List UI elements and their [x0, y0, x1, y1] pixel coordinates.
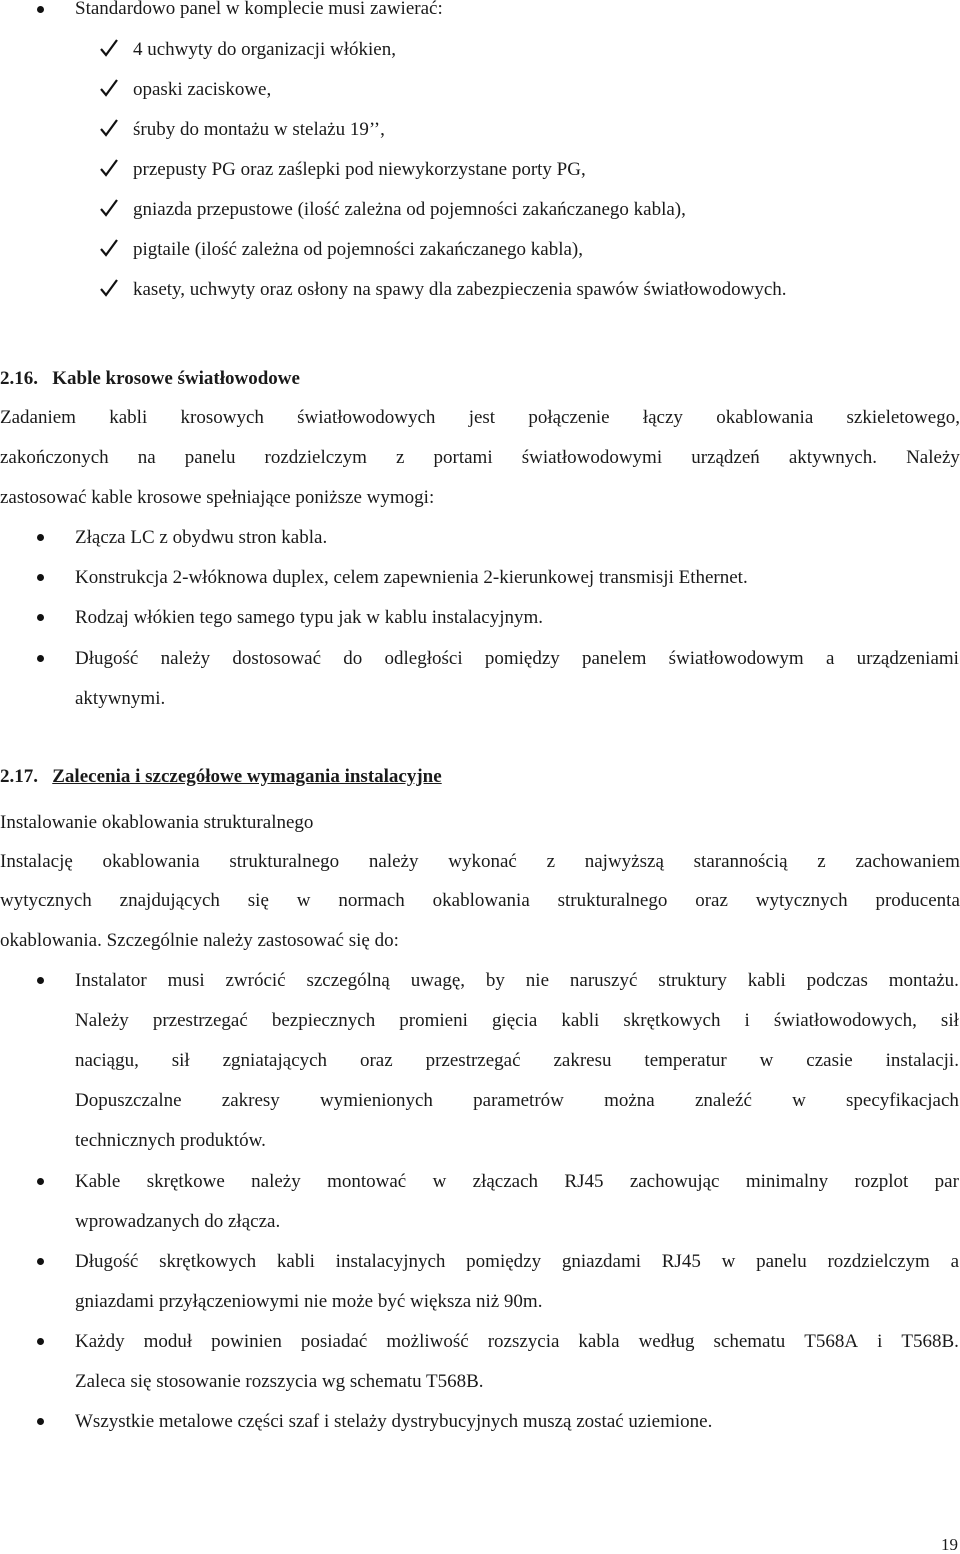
word: oraz [695, 890, 728, 911]
word: należy [251, 1171, 301, 1192]
word: zachowaniem [855, 851, 960, 872]
checkmark-icon [98, 77, 120, 99]
page-number: 19 [941, 1535, 958, 1554]
word: zakresu [553, 1050, 612, 1071]
bullet-dot [37, 1178, 44, 1185]
word: minimalny [745, 1171, 829, 1192]
word: uwagę, [410, 970, 466, 991]
word: starannością [693, 851, 788, 872]
checkmark-icon [98, 117, 120, 139]
word: można [604, 1090, 655, 1111]
word: panelem [582, 648, 647, 669]
word: panelu [756, 1251, 807, 1272]
bullet-line [75, 1251, 959, 1273]
word: możliwość [386, 1331, 469, 1352]
bullet-line [75, 648, 959, 670]
bullet-dot [37, 6, 44, 13]
bullet-text [75, 1010, 959, 1032]
word: z [817, 851, 826, 872]
word: aktywnych. [788, 447, 877, 468]
section-number: 2.16. [0, 368, 38, 389]
word: sił [940, 1010, 959, 1031]
word: światłowodowych, [773, 1010, 917, 1031]
word: przestrzegać [152, 1010, 248, 1031]
word: kabla [578, 1331, 620, 1352]
checklist-item: śruby do montażu w stelażu 19’’, [133, 119, 385, 140]
section-heading [0, 766, 442, 788]
word: się [247, 890, 269, 911]
paragraph-line [0, 407, 960, 429]
checklist-item: opaski zaciskowe, [133, 79, 272, 100]
word: z [395, 447, 405, 468]
checkmark-icon [98, 277, 120, 299]
word: należy [160, 648, 211, 669]
word: Zadaniem [0, 407, 76, 428]
word: dostosować [232, 648, 322, 669]
word: gniazdami [561, 1251, 641, 1272]
word: wytycznych [755, 890, 848, 911]
word: w [721, 1251, 736, 1272]
word: RJ45 [564, 1171, 604, 1192]
word: należy [368, 851, 419, 872]
word: znajdujących [119, 890, 220, 911]
bullet-line [75, 1010, 959, 1032]
bullet-line [75, 1090, 959, 1112]
checklist-item: pigtaile (ilość zależna od pojemności zakańczanego kabla), [133, 239, 583, 260]
bullet-text: aktywnymi. [75, 688, 166, 709]
word: musi [167, 970, 205, 991]
word: promieni [399, 1010, 468, 1031]
bullet-text [75, 648, 959, 670]
word: zachowując [629, 1171, 720, 1192]
word: przestrzegać [425, 1050, 521, 1071]
word: czasie [806, 1050, 853, 1071]
word: skrętkowych [623, 1010, 721, 1031]
bullet-dot [37, 977, 44, 984]
bullet-line [75, 1050, 959, 1072]
word: naruszyć [569, 970, 638, 991]
word: instalacji. [885, 1050, 959, 1071]
word: urządzeń [691, 447, 760, 468]
paragraph-line [0, 851, 960, 873]
word: Dopuszczalne [75, 1090, 182, 1111]
word: strukturalnego [557, 890, 668, 911]
word: okablowania [716, 407, 814, 428]
word: Należy [906, 447, 960, 468]
word: Instalator [75, 970, 147, 991]
bullet-text [75, 1050, 959, 1072]
word: urządzeniami [856, 648, 959, 669]
checkmark-icon [98, 197, 120, 219]
bullet-text [75, 1251, 959, 1273]
bullet-dot [37, 614, 44, 621]
word: szczególną [306, 970, 390, 991]
word: normach [338, 890, 405, 911]
word: temperatur [644, 1050, 727, 1071]
word: kabli [109, 407, 148, 428]
word: schematu [713, 1331, 786, 1352]
bullet-line [75, 970, 959, 992]
word: portami [433, 447, 493, 468]
section-number: 2.17. [0, 766, 38, 787]
checklist-item: 4 uchwyty do organizacji włókien, [133, 39, 396, 60]
word: producenta [875, 890, 960, 911]
word: skrętkowych [159, 1251, 257, 1272]
word: rozdzielczym [264, 447, 367, 468]
word: podczas [806, 970, 868, 991]
word: szkieletowego, [846, 407, 960, 428]
bullet-dot [37, 1418, 44, 1425]
word: instalacyjnych [335, 1251, 446, 1272]
word: w [792, 1090, 806, 1111]
word: nie [525, 970, 550, 991]
word: odległości [384, 648, 463, 669]
word: połączenie [528, 407, 610, 428]
word: rozplot [854, 1171, 909, 1192]
word: z [546, 851, 555, 872]
checklist-item: gniazda przepustowe (ilość zależna od pojemności zakańczanego kabla), [133, 199, 686, 220]
word: wymienionych [320, 1090, 433, 1111]
paragraph-line-text: zastosować kable krosowe spełniające poniższe wymogi: [0, 487, 435, 508]
word: Długość [75, 1251, 139, 1272]
section-title: Kable krosowe światłowodowe [52, 368, 300, 389]
bullet-line [75, 1171, 959, 1193]
bullet-text: Złącza LC z obydwu stron kabla. [75, 527, 328, 548]
word: strukturalnego [229, 851, 340, 872]
paragraph-line-text [0, 851, 960, 873]
word: T568B. [901, 1331, 959, 1352]
checklist-item: przepusty PG oraz zaślepki pod niewykorzystane porty PG, [133, 159, 586, 180]
bullet-dot [37, 1258, 44, 1265]
word: rozdzielczym [827, 1251, 930, 1272]
word: a [825, 648, 835, 669]
word: sił [171, 1050, 190, 1071]
word: do [343, 648, 363, 669]
bullet-dot [37, 1338, 44, 1345]
section-heading [0, 368, 300, 390]
word: i [744, 1010, 750, 1031]
word: T568A [804, 1331, 859, 1352]
bullet-text: Rodzaj włókien tego samego typu jak w kablu instalacyjnym. [75, 607, 544, 628]
word: specyfikacjach [846, 1090, 959, 1111]
word: krosowych [180, 407, 264, 428]
word: posiadać [300, 1331, 368, 1352]
word: pomiędzy [484, 648, 560, 669]
word: struktury [658, 970, 727, 991]
word: kabli [561, 1010, 600, 1031]
word: kabli [276, 1251, 315, 1272]
word: jest [468, 407, 496, 428]
paragraph-line-text [0, 447, 960, 469]
word: zakresy [221, 1090, 280, 1111]
paragraph-line [0, 890, 960, 912]
checkmark-icon [98, 37, 120, 59]
bullet-dot [37, 574, 44, 581]
word: pomiędzy [466, 1251, 542, 1272]
word: na [137, 447, 156, 468]
word: skrętkowe [146, 1171, 225, 1192]
bullet-text: wprowadzanych do złącza. [75, 1211, 281, 1232]
word: według [638, 1331, 695, 1352]
word: okablowania [102, 851, 200, 872]
word: światłowodowych [297, 407, 436, 428]
bullet-text [75, 1171, 959, 1193]
word: RJ45 [661, 1251, 701, 1272]
bullet-text [75, 1090, 959, 1112]
word: a [950, 1251, 959, 1272]
word: bezpiecznych [271, 1010, 376, 1031]
checklist-item: kasety, uchwyty oraz osłony na spawy dla zabezpieczenia spawów światłowodowych. [133, 279, 787, 300]
word: i [877, 1331, 883, 1352]
section-subtitle: Instalowanie okablowania strukturalnego [0, 812, 314, 833]
word: Instalację [0, 851, 73, 872]
word: łączy [642, 407, 683, 428]
word: rozszycia [487, 1331, 560, 1352]
paragraph-line-text: okablowania. Szczególnie należy zastosować się do: [0, 930, 399, 951]
word: naciągu, [75, 1050, 139, 1071]
section-title: Zalecenia i szczegółowe wymagania instalacyjne [52, 766, 442, 787]
word: zakończonych [0, 447, 109, 468]
paragraph-line-text [0, 407, 960, 429]
word: montażu. [888, 970, 959, 991]
word: moduł [143, 1331, 193, 1352]
bullet-text: technicznych produktów. [75, 1130, 266, 1151]
word: złączach [472, 1171, 539, 1192]
word: wytycznych [0, 890, 92, 911]
word: par [934, 1171, 959, 1192]
word: w [432, 1171, 447, 1192]
paragraph-line [0, 447, 960, 469]
word: Długość [75, 648, 139, 669]
word: Należy [75, 1010, 129, 1031]
word: Każdy [75, 1331, 125, 1352]
bullet-dot [37, 534, 44, 541]
intro-text: Standardowo panel w komplecie musi zawierać: [75, 0, 443, 19]
word: najwyższą [584, 851, 664, 872]
word: kabli [747, 970, 786, 991]
bullet-text [75, 1331, 959, 1353]
word: w [759, 1050, 774, 1071]
word: Kable [75, 1171, 121, 1192]
word: w [296, 890, 311, 911]
bullet-dot [37, 655, 44, 662]
word: montować [327, 1171, 407, 1192]
word: parametrów [473, 1090, 564, 1111]
word: panelu [184, 447, 236, 468]
word: by [485, 970, 505, 991]
paragraph-line-text [0, 890, 960, 912]
bullet-text: Konstrukcja 2-włóknowa duplex, celem zapewnienia 2-kierunkowej transmisji Ethernet. [75, 567, 748, 588]
bullet-text: Wszystkie metalowe części szaf i stelaży dystrybucyjnych muszą zostać uziemione. [75, 1411, 713, 1432]
word: okablowania [432, 890, 530, 911]
word: gięcia [491, 1010, 538, 1031]
word: światłowodowym [668, 648, 804, 669]
word: światłowodowymi [521, 447, 663, 468]
checkmark-icon [98, 157, 120, 179]
word: zwrócić [225, 970, 286, 991]
bullet-line [75, 1331, 959, 1353]
bullet-text: gniazdami przyłączeniowymi nie może być większa niż 90m. [75, 1291, 543, 1312]
bullet-text [75, 970, 959, 992]
word: oraz [359, 1050, 393, 1071]
bullet-text: Zaleca się stosowanie rozszycia wg schematu T568B. [75, 1371, 484, 1392]
word: zgniatających [222, 1050, 328, 1071]
checkmark-icon [98, 237, 120, 259]
word: wykonać [448, 851, 517, 872]
word: powinien [211, 1331, 282, 1352]
word: znaleźć [694, 1090, 752, 1111]
